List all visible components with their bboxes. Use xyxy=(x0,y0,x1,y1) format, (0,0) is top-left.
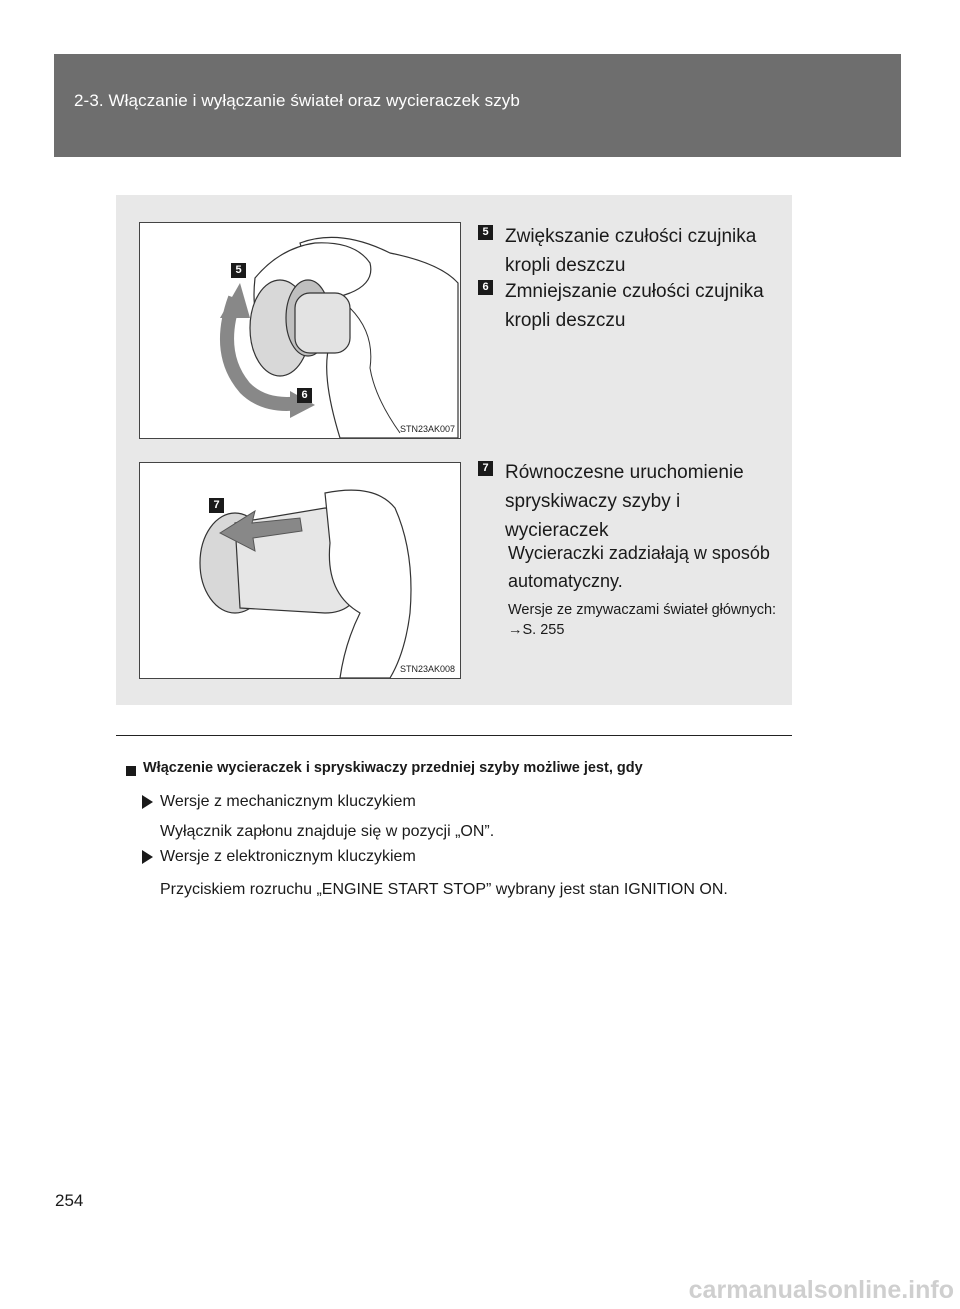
item-5-text: Zwiększanie czułości czujnika kropli deszczu xyxy=(505,226,757,276)
triangle-bullet-icon xyxy=(142,795,153,809)
arrow-icon: → xyxy=(508,622,523,638)
page-reference[interactable]: S. 255 xyxy=(522,622,565,638)
callout-5: 5 xyxy=(231,263,246,278)
item-7 xyxy=(478,458,778,541)
item-7-text: Równoczesne uruchomienie spryskiwaczy szyby i wycieraczek xyxy=(505,462,744,541)
badge-6: 6 xyxy=(478,280,493,295)
square-bullet-icon xyxy=(126,766,136,776)
badge-7: 7 xyxy=(478,461,493,476)
callout-7: 7 xyxy=(209,498,224,513)
divider xyxy=(116,735,792,736)
item-6-text: Zmniejszanie czułości czujnika kropli deszczu xyxy=(505,281,764,331)
badge-5: 5 xyxy=(478,225,493,240)
item-5 xyxy=(478,222,778,276)
item-6 xyxy=(478,277,778,331)
illustration-code: STN23AK008 xyxy=(399,664,455,674)
entry-2-detail: Przyciskiem rozruchu „ENGINE START STOP” wybrany jest stan IGNITION ON. xyxy=(160,881,728,898)
illustration-panel xyxy=(116,195,792,705)
callout-6: 6 xyxy=(297,388,312,403)
entry-1-title: Wersje z mechanicznym kluczykiem xyxy=(160,793,416,810)
section-heading: Włączenie wycieraczek i spryskiwaczy przedniej szyby możliwe jest, gdy xyxy=(143,760,643,776)
triangle-bullet-icon xyxy=(142,850,153,864)
header-title: 2-3. Włączanie i wyłączanie świateł oraz wycieraczek szyb xyxy=(74,91,520,110)
entry-1-detail: Wyłącznik zapłonu znajduje się w pozycji „ON”. xyxy=(160,823,495,840)
illustration-wiper-sensitivity xyxy=(139,222,461,439)
watermark: carmanualsonline.info xyxy=(688,1276,954,1304)
entry-2-title: Wersje z elektronicznym kluczykiem xyxy=(160,848,416,865)
section-header xyxy=(54,54,901,157)
item-7-subtext: Wycieraczki zadziałają w sposób automatyczny. xyxy=(508,543,770,591)
item-7-note xyxy=(508,600,783,640)
illustration-washer xyxy=(139,462,461,679)
note-text: Wersje ze zmywaczami świateł głównych: xyxy=(508,602,777,618)
illustration-code: STN23AK007 xyxy=(399,424,455,434)
page-number: 254 xyxy=(55,1191,84,1210)
wiper-lever-drawing xyxy=(140,223,460,438)
washer-lever-drawing xyxy=(140,463,460,678)
